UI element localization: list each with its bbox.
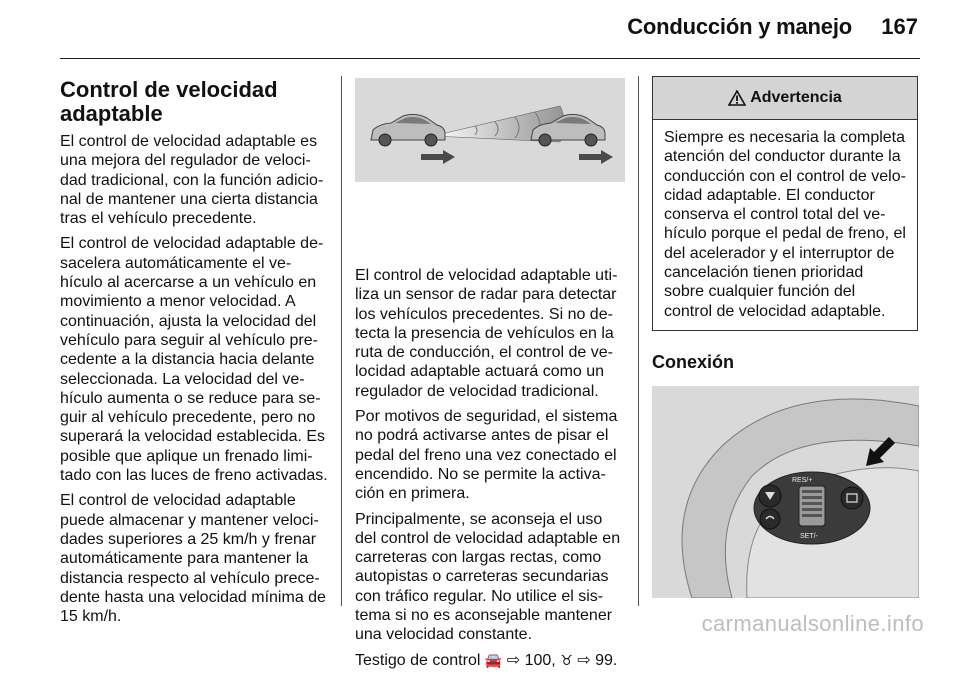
paragraph: El control de velocidad adaptable uti- liza un sensor de radar para detectar los vehículos precedentes. Si no de- tecta la presencia de vehículos en la ruta de conducción, el control de ve- locidad adaptable actuará como un regulador de velocidad tradicional.: [355, 267, 618, 400]
page-number: 167: [881, 14, 918, 39]
paragraph-control-lamp: [355, 651, 625, 671]
steering-wheel-illustration: [652, 386, 919, 598]
arrow-right-icon: [421, 150, 455, 164]
car-front-icon: 🚘: [484, 652, 503, 669]
radar-illustration: [355, 78, 625, 182]
paragraph: El control de velocidad adaptable puede almacenar y mantener veloci- dades superiores a 25 km/h y frenar automáticamente para mantener la distancia respecto al vehículo prece- dente hasta una velocidad mínima de 15 km/h.: [60, 492, 326, 626]
car-left-icon: [371, 114, 445, 146]
section-title: [60, 78, 328, 126]
set-label: SET/-: [800, 533, 818, 541]
column-left: [60, 78, 328, 632]
paragraph: El control de velocidad adaptable de- sacelera automáticamente el ve- hículo al acercarse a un vehículo en movimiento a menor velocidad. A continuación, ajusta la velocidad del vehículo para seguir al vehículo pre- cedente a la distancia hacia delante seleccionada. La velocidad del ve- hículo aumenta o se reduce para se- guir al vehículo precedente, pero no superará la velocidad establecida. Es posible que aplique un frenado limi- tado con las luces de freno activadas.: [60, 235, 328, 485]
section-title-line-2: adaptable: [60, 101, 163, 126]
chapter-title: Conducción y manejo: [627, 14, 852, 39]
column-divider-1: [341, 76, 342, 606]
subsection-title: Conexión: [652, 351, 735, 372]
warning-text: Siempre es necesaria la completa atención del conductor durante la conducción con el control de velo- cidad adaptable. El conductor conserva el control total del ve- hículo porque el pedal de freno, el del acelerador y el interruptor de cancelación tienen prioridad sobre cualquier función del control de velocidad adaptable.: [664, 129, 906, 320]
paragraph: Principalmente, se aconseja el uso del control de velocidad adaptable en carreteras con largas rectas, como autopistas o carreteras secundarias con tráfico regular. No utilice el sis- tema si no es aconsejable mantener una velocidad constante.: [355, 510, 621, 644]
warning-triangle-icon: [728, 90, 746, 106]
paragraph: Por motivos de seguridad, el sistema no podrá activarse antes de pisar el pedal del freno una vez conectado el encendido. No se permite la activa- ción en primera.: [355, 408, 618, 503]
cruise-control-icon: ♉: [560, 652, 573, 669]
control-cluster: [754, 472, 870, 544]
warning-box: [652, 76, 918, 331]
page-ref-arrow-icon: ⇨: [506, 651, 521, 669]
pointer-arrow-icon: [866, 438, 894, 466]
paragraph: El control de velocidad adaptable es una mejora del regulador de veloci- dad tradicional, con la función adicio- nal de mantener una cierta distancia tras el vehículo precedente.: [60, 133, 324, 228]
warning-header: [653, 77, 917, 120]
control-lamp-label: Testigo de control: [355, 651, 481, 669]
page-ref-2: 99.: [595, 651, 618, 669]
column-divider-2: [638, 76, 639, 606]
warning-title: Advertencia: [750, 89, 842, 107]
page-ref-arrow-icon: ⇨: [577, 651, 591, 669]
header-rule: [60, 58, 920, 59]
watermark: carmanualsonline.info: [701, 611, 924, 636]
column-right: [652, 76, 920, 598]
column-middle: [355, 78, 625, 677]
section-title-line-1: Control de velocidad: [60, 77, 278, 102]
arrow-right-icon: [579, 150, 613, 164]
page-ref-1: 100,: [524, 651, 556, 669]
res-label: RES/+: [792, 477, 813, 485]
page-header: [0, 0, 960, 58]
